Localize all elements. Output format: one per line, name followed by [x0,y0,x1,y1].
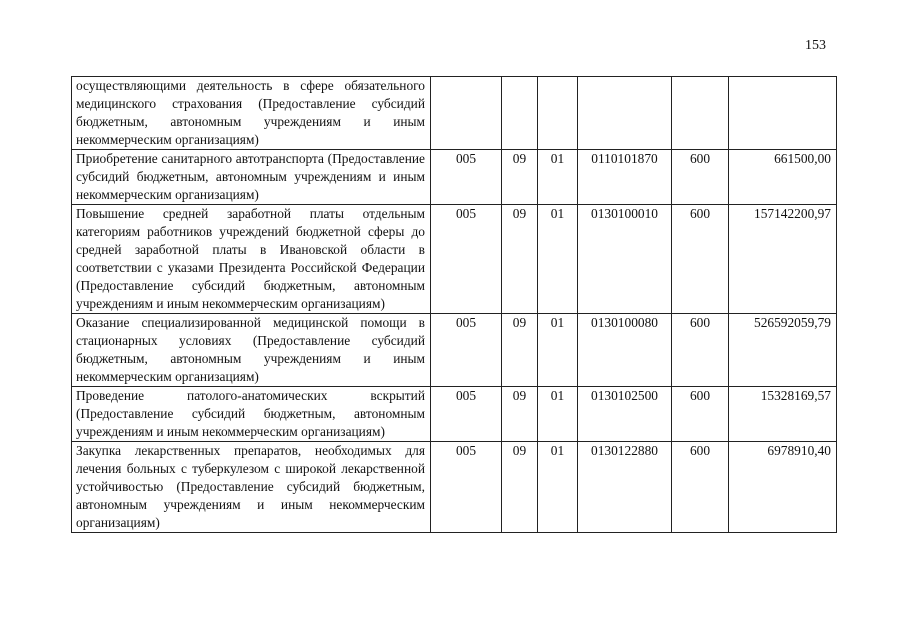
ministry-code [431,77,502,150]
subsection-code [538,77,578,150]
section-code: 09 [502,387,538,442]
table-row [72,387,837,442]
subsection-code: 01 [538,205,578,314]
subsection-code: 01 [538,150,578,205]
section-code: 09 [502,205,538,314]
expense-type-code: 600 [672,314,729,387]
target-article-code: 0110101870 [578,150,672,205]
table-row [72,442,837,533]
row-description: Приобретение санитарного автотранспорта (Предоставление субсидий бюджетным, автономным учреждениям и иным некоммерческим организациям) [72,150,431,205]
target-article-code: 0130100080 [578,314,672,387]
expense-type-code: 600 [672,205,729,314]
target-article-code: 0130100010 [578,205,672,314]
section-code: 09 [502,442,538,533]
table-row [72,314,837,387]
subsection-code: 01 [538,442,578,533]
target-article-code [578,77,672,150]
subsection-code: 01 [538,387,578,442]
row-description: осуществляющими деятельность в сфере обязательного медицинского страхования (Предоставление субсидий бюджетным, автономным учреждениям и иным некоммерческим организациям) [72,77,431,150]
section-code [502,77,538,150]
ministry-code: 005 [431,387,502,442]
ministry-code: 005 [431,442,502,533]
expense-type-code: 600 [672,387,729,442]
amount: 157142200,97 [729,205,837,314]
page-number: 153 [805,38,826,53]
amount: 661500,00 [729,150,837,205]
amount [729,77,837,150]
expense-type-code [672,77,729,150]
row-description: Закупка лекарственных препаратов, необходимых для лечения больных с туберкулезом с широкой лекарственной устойчивостью (Предоставление субсидий бюджетным, автономным учреждениям и иным некоммерческим организациям) [72,442,431,533]
amount: 526592059,79 [729,314,837,387]
expense-type-code: 600 [672,150,729,205]
expense-type-code: 600 [672,442,729,533]
target-article-code: 0130102500 [578,387,672,442]
table-row [72,205,837,314]
ministry-code: 005 [431,205,502,314]
section-code: 09 [502,150,538,205]
subsection-code: 01 [538,314,578,387]
target-article-code: 0130122880 [578,442,672,533]
table-row [72,150,837,205]
row-description: Повышение средней заработной платы отдельным категориям работников учреждений бюджетной сферы до средней заработной платы в Ивановской области в соответствии с указами Президента Российской Федерации (Предоставление субсидий бюджетным, автономным учреждениям и иным некоммерческим организациям) [72,205,431,314]
section-code: 09 [502,314,538,387]
budget-table [71,76,837,533]
amount: 6978910,40 [729,442,837,533]
amount: 15328169,57 [729,387,837,442]
ministry-code: 005 [431,314,502,387]
ministry-code: 005 [431,150,502,205]
row-description: Проведение патолого-анатомических вскрытий (Предоставление субсидий бюджетным, автономным учреждениям и иным некоммерческим организациям) [72,387,431,442]
table-row [72,77,837,150]
row-description: Оказание специализированной медицинской помощи в стационарных условиях (Предоставление субсидий бюджетным, автономным учреждениям и иным некоммерческим организациям) [72,314,431,387]
